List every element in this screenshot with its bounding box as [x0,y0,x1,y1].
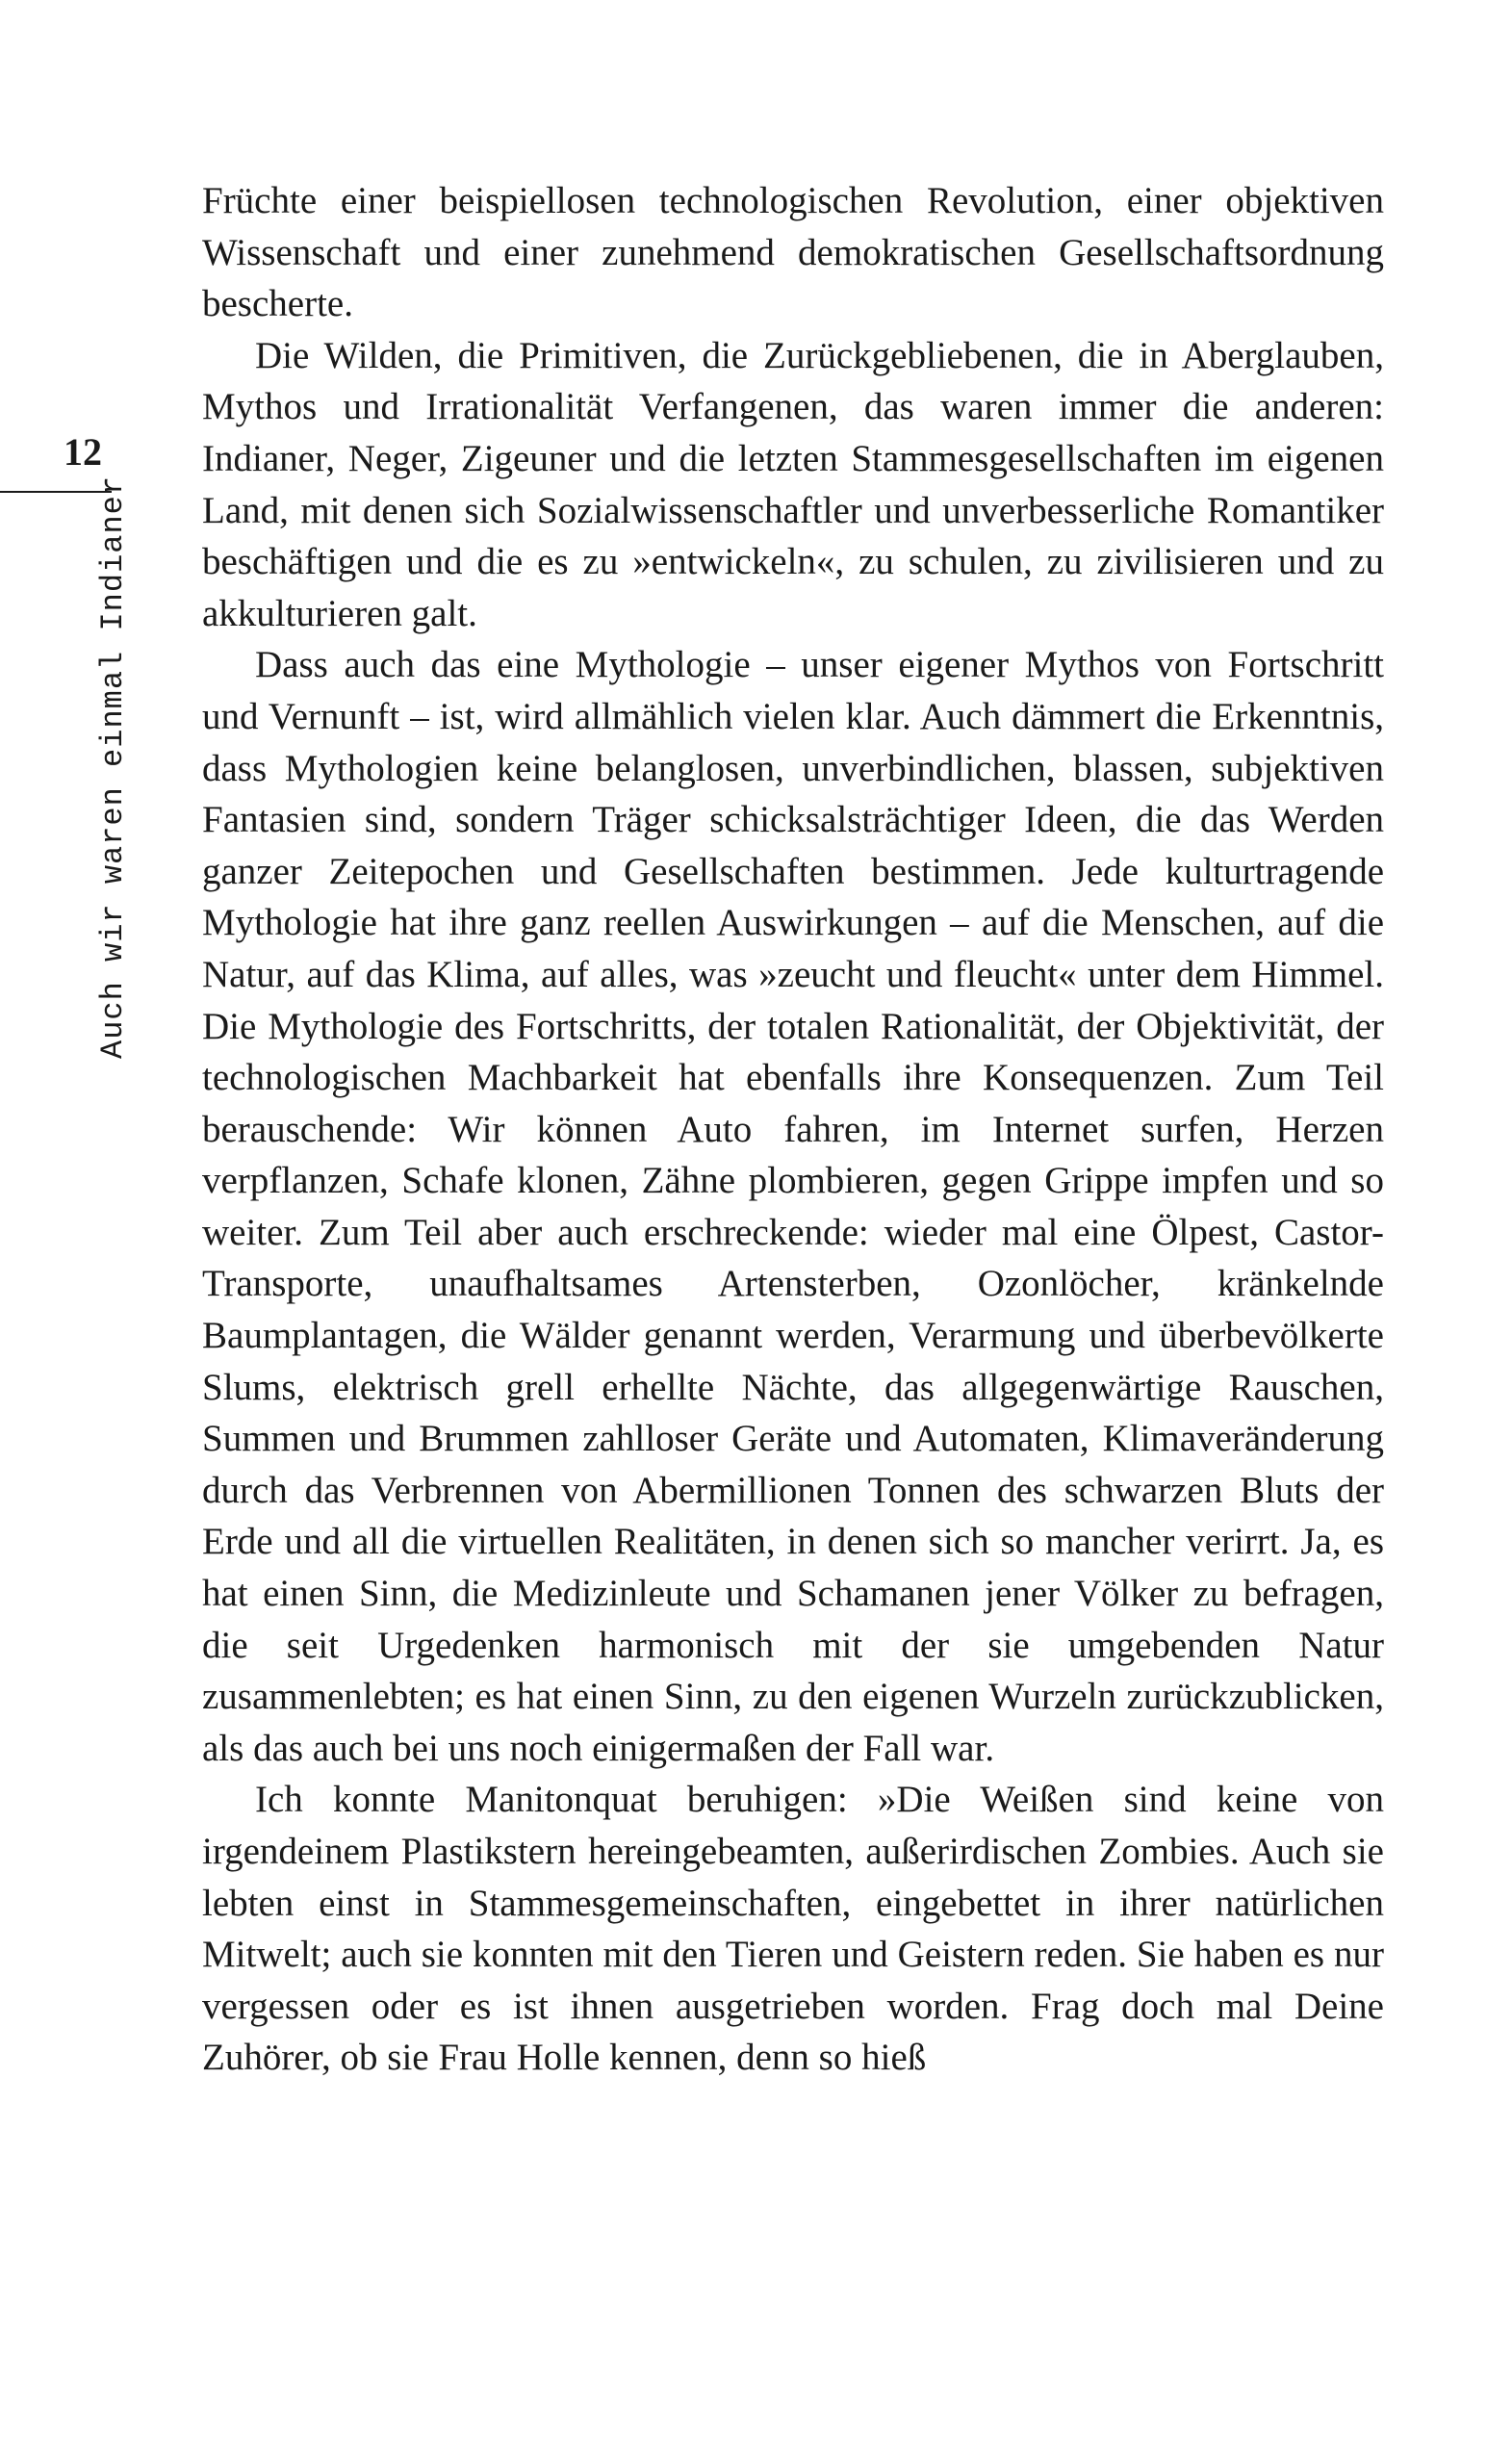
paragraph: Ich konnte Manitonquat beruhigen: »Die Weißen sind keine von irgendeinem Plastikstern hereingebeamten, außerirdischen Zombies. Auch sie lebten einst in Stammesgemeinschaften, eingebettet in ihrer natürlichen Mitwelt; auch sie konnten mit den Tieren und Geistern reden. Sie haben es nur vergessen oder es ist ihnen ausgetrieben worden. Frag doch mal Deine Zuhörer, ob sie Frau Holle kennen, denn so hieß [202,1779,1384,2079]
paragraph: Die Wilden, die Primitiven, die Zurückgebliebenen, die in Aberglauben, Mythos und Irrationalität Verfangenen, das waren immer die anderen: Indianer, Neger, Zigeuner und die letzten Stammesgesellschaften im eigenen Land, mit denen sich Sozialwissenschaftler und unverbesserliche Romantiker beschäftigen und die es zu »entwickeln«, zu schulen, zu zivilisieren und zu akkulturieren galt. [202,334,1384,634]
page-number: 12 [64,430,102,474]
paragraph: Früchte einer beispiellosen technologischen Revolution, einer objektiven Wissenschaft und einer zunehmend demokratischen Gesellschaftsordnung bescherte. [202,180,1384,325]
running-head: Auch wir waren einmal Indianer [95,475,131,1059]
body-text [202,175,1384,2084]
paragraph: Dass auch das eine Mythologie – unser eigener Mythos von Fortschritt und Vernunft – ist, wird allmählich vielen klar. Auch dämmert die Erkenntnis, dass Mythologien keine belanglosen, unverbindlichen, blassen, subjektiven Fantasien sind, sondern Träger schicksalsträchtiger Ideen, die das Werden ganzer Zeitepochen und Gesellschaften bestimmen. Jede kulturtragende Mythologie hat ihre ganz reellen Auswirkungen – auf die Menschen, auf die Natur, auf das Klima, auf alles, was »zeucht und fleucht« unter dem Himmel. Die Mythologie des Fortschritts, der totalen Rationalität, der Objektivität, der technologischen Machbarkeit hat ebenfalls ihre Konsequenzen. Zum Teil berauschende: Wir können Auto fahren, im Internet surfen, Herzen verpflanzen, Schafe klonen, Zähne plombieren, gegen Grippe impfen und so weiter. Zum Teil aber auch erschreckende: wieder mal eine Ölpest, Castor-Transporte, unaufhaltsames Artensterben, Ozonlöcher, kränkelnde Baumplantagen, die Wälder genannt werden, Verarmung und überbevölkerte Slums, elektrisch grell erhellte Nächte, das allgegenwärtige Rauschen, Summen und Brummen zahlloser Geräte und Automaten, Klimaveränderung durch das Verbrennen von Abermillionen Tonnen des schwarzen Bluts der Erde und all die virtuellen Realitäten, in denen sich so mancher verirrt. Ja, es hat einen Sinn, die Medizinleute und Schamanen jener Völker zu befragen, die seit Urgedenken harmonisch mit der sie umgebenden Natur zusammenlebten; es hat einen Sinn, zu den eigenen Wurzeln zurückzublicken, als das auch bei uns noch einigermaßen der Fall war. [202,644,1384,1769]
